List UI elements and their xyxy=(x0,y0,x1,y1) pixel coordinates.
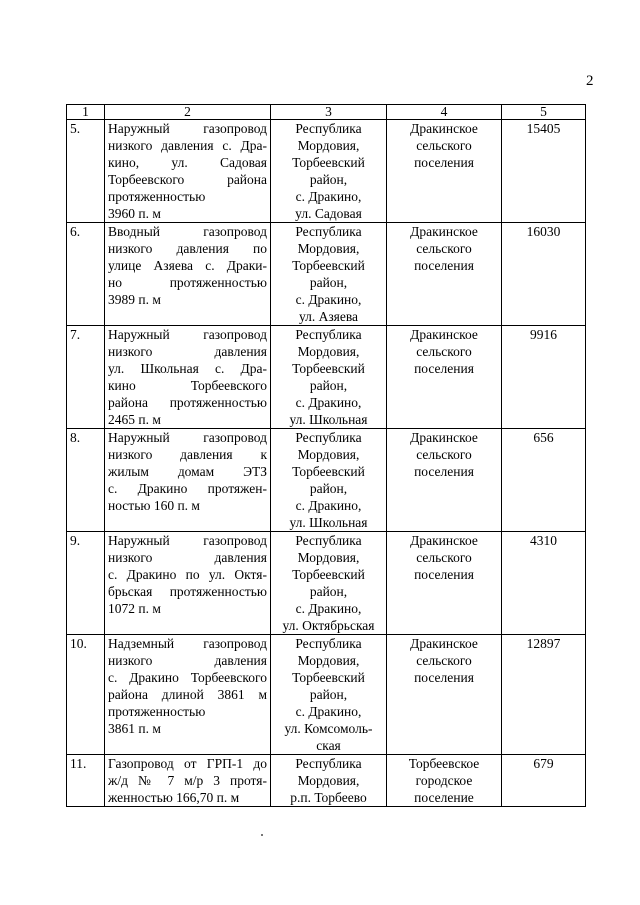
column-header-3: 3 xyxy=(271,105,387,120)
owner-line: городское xyxy=(415,773,473,788)
location-cell xyxy=(271,755,387,807)
owner-cell xyxy=(387,429,502,532)
value-cell: 15405 xyxy=(502,120,586,223)
object-name-line: с. Дракино по ул. Октя- xyxy=(108,567,267,582)
location-line: район, xyxy=(309,687,348,702)
location-line: с. Дракино, xyxy=(295,189,362,204)
value-cell: 16030 xyxy=(502,223,586,326)
object-name-line: с. Дракино протяжен- xyxy=(108,481,267,496)
table-row xyxy=(67,326,586,429)
object-name-line: 2465 п. м xyxy=(108,412,161,427)
object-name-line: кино Торбеевского xyxy=(108,378,267,393)
row-number: 5. xyxy=(67,120,105,223)
table-row xyxy=(67,120,586,223)
object-name-line: брьская протяженностью xyxy=(108,584,267,599)
object-name-cell xyxy=(105,326,271,429)
object-name-line: Надземный газопровод xyxy=(108,636,267,651)
location-line: Мордовия, xyxy=(297,447,360,462)
location-line: район, xyxy=(309,275,348,290)
location-line: Республика xyxy=(295,327,362,342)
location-line: Торбеевский xyxy=(292,464,365,479)
row-number: 9. xyxy=(67,532,105,635)
location-line: с. Дракино, xyxy=(295,292,362,307)
owner-cell xyxy=(387,635,502,755)
owner-line: сельского xyxy=(416,550,472,565)
object-name-line: низкого давления с. Дра- xyxy=(108,138,267,153)
location-line: Республика xyxy=(295,121,362,136)
object-name-cell xyxy=(105,532,271,635)
object-name-cell xyxy=(105,635,271,755)
object-name-line: Вводный газопровод xyxy=(108,224,267,239)
object-name-cell xyxy=(105,120,271,223)
location-line: с. Дракино, xyxy=(295,498,362,513)
object-name-line: низкого давления по xyxy=(108,241,267,256)
owner-cell xyxy=(387,755,502,807)
object-name-line: ул. Школьная с. Дра- xyxy=(108,361,267,376)
owner-line: Дракинское xyxy=(410,636,478,651)
owner-line: Торбеевское xyxy=(408,756,480,771)
owner-line: Дракинское xyxy=(410,121,478,136)
object-name-line: низкого давления xyxy=(108,653,267,668)
object-name-line: района протяженностью xyxy=(108,395,267,410)
row-number: 8. xyxy=(67,429,105,532)
object-name-line: протяженностью xyxy=(108,704,206,719)
table-row xyxy=(67,532,586,635)
owner-line: сельского xyxy=(416,241,472,256)
column-header-5: 5 xyxy=(502,105,586,120)
location-line: Торбеевский xyxy=(292,258,365,273)
value-cell: 656 xyxy=(502,429,586,532)
owner-line: поселения xyxy=(414,155,474,170)
owner-line: Дракинское xyxy=(410,430,478,445)
location-line: Мордовия, xyxy=(297,241,360,256)
object-name-line: кино, ул. Садовая xyxy=(108,155,267,170)
table-row xyxy=(67,635,586,755)
object-name-line: протяженностью xyxy=(108,189,206,204)
object-name-line: Газопровод от ГРП-1 до xyxy=(108,756,267,771)
location-line: ул. Азяева xyxy=(298,309,359,324)
object-name-cell xyxy=(105,223,271,326)
location-line: район, xyxy=(309,584,348,599)
location-line: ул. Садовая xyxy=(295,206,362,221)
owner-line: поселение xyxy=(414,790,474,805)
location-line: ул. Школьная xyxy=(289,515,368,530)
row-number: 7. xyxy=(67,326,105,429)
location-cell xyxy=(271,223,387,326)
location-line: Мордовия, xyxy=(297,138,360,153)
location-line: Республика xyxy=(295,533,362,548)
object-name-line: 1072 п. м xyxy=(108,601,161,616)
location-line: Республика xyxy=(295,756,362,771)
page-number: 2 xyxy=(586,73,594,89)
location-line: Мордовия, xyxy=(297,653,360,668)
table-row xyxy=(67,755,586,807)
object-name-line: но протяженностью xyxy=(108,275,267,290)
location-cell xyxy=(271,532,387,635)
object-name-line: женностью 166,70 п. м xyxy=(108,790,240,805)
owner-line: сельского xyxy=(416,447,472,462)
column-header-2: 2 xyxy=(105,105,271,120)
location-line: ул. Комсомоль- xyxy=(284,721,373,736)
table-row xyxy=(67,429,586,532)
object-name-line: 3861 п. м xyxy=(108,721,161,736)
row-number: 10. xyxy=(67,635,105,755)
owner-cell xyxy=(387,120,502,223)
location-line: с. Дракино, xyxy=(295,601,362,616)
location-line: р.п. Торбеево xyxy=(290,790,367,805)
location-line: с. Дракино, xyxy=(295,704,362,719)
location-line: Мордовия, xyxy=(297,550,360,565)
column-number-row xyxy=(67,105,586,120)
object-name-line: низкого давления к xyxy=(108,447,267,462)
column-header-1: 1 xyxy=(67,105,105,120)
location-line: с. Дракино, xyxy=(295,395,362,410)
location-line: Торбеевский xyxy=(292,670,365,685)
object-name-line: 3989 п. м xyxy=(108,292,161,307)
location-line: ская xyxy=(316,738,341,753)
scan-dot xyxy=(261,834,263,836)
owner-cell xyxy=(387,532,502,635)
owner-cell xyxy=(387,326,502,429)
location-line: Республика xyxy=(295,224,362,239)
object-name-line: 3960 п. м xyxy=(108,206,161,221)
owner-line: Дракинское xyxy=(410,327,478,342)
object-name-line: с. Дракино Торбеевского xyxy=(108,670,267,685)
object-name-line: улице Азяева с. Драки- xyxy=(108,258,267,273)
owner-line: поселения xyxy=(414,258,474,273)
location-line: ул. Школьная xyxy=(289,412,368,427)
location-line: Республика xyxy=(295,636,362,651)
owner-line: поселения xyxy=(414,567,474,582)
location-cell xyxy=(271,326,387,429)
location-line: Торбеевский xyxy=(292,361,365,376)
object-name-line: Наружный газопровод xyxy=(108,430,267,445)
location-line: Мордовия, xyxy=(297,773,360,788)
owner-line: сельского xyxy=(416,138,472,153)
object-name-line: ностью 160 п. м xyxy=(108,498,200,513)
object-name-line: района длиной 3861 м xyxy=(108,687,267,702)
row-number: 6. xyxy=(67,223,105,326)
owner-line: Дракинское xyxy=(410,533,478,548)
object-name-line: низкого давления xyxy=(108,550,267,565)
object-name-cell xyxy=(105,755,271,807)
location-line: район, xyxy=(309,481,348,496)
value-cell: 9916 xyxy=(502,326,586,429)
value-cell: 4310 xyxy=(502,532,586,635)
location-cell xyxy=(271,429,387,532)
location-line: район, xyxy=(309,172,348,187)
object-name-cell xyxy=(105,429,271,532)
object-name-line: жилым домам ЭТЗ xyxy=(108,464,267,479)
owner-line: сельского xyxy=(416,344,472,359)
location-line: ул. Октябрьская xyxy=(282,618,375,633)
object-name-line: ж/д № 7 м/р 3 протя- xyxy=(108,773,267,788)
location-line: Мордовия, xyxy=(297,344,360,359)
column-header-4: 4 xyxy=(387,105,502,120)
owner-line: сельского xyxy=(416,653,472,668)
object-name-line: Наружный газопровод xyxy=(108,533,267,548)
location-line: Торбеевский xyxy=(292,155,365,170)
object-name-line: Наружный газопровод xyxy=(108,327,267,342)
location-cell xyxy=(271,635,387,755)
owner-line: поселения xyxy=(414,464,474,479)
location-line: район, xyxy=(309,378,348,393)
value-cell: 12897 xyxy=(502,635,586,755)
object-name-line: Торбеевского района xyxy=(108,172,267,187)
value-cell: 679 xyxy=(502,755,586,807)
object-name-line: Наружный газопровод xyxy=(108,121,267,136)
row-number: 11. xyxy=(67,755,105,807)
owner-cell xyxy=(387,223,502,326)
location-line: Торбеевский xyxy=(292,567,365,582)
owner-line: поселения xyxy=(414,670,474,685)
table-row xyxy=(67,223,586,326)
object-name-line: низкого давления xyxy=(108,344,267,359)
location-cell xyxy=(271,120,387,223)
owner-line: поселения xyxy=(414,361,474,376)
owner-line: Дракинское xyxy=(410,224,478,239)
register-body xyxy=(67,120,586,807)
property-register-table xyxy=(66,104,586,807)
location-line: Республика xyxy=(295,430,362,445)
